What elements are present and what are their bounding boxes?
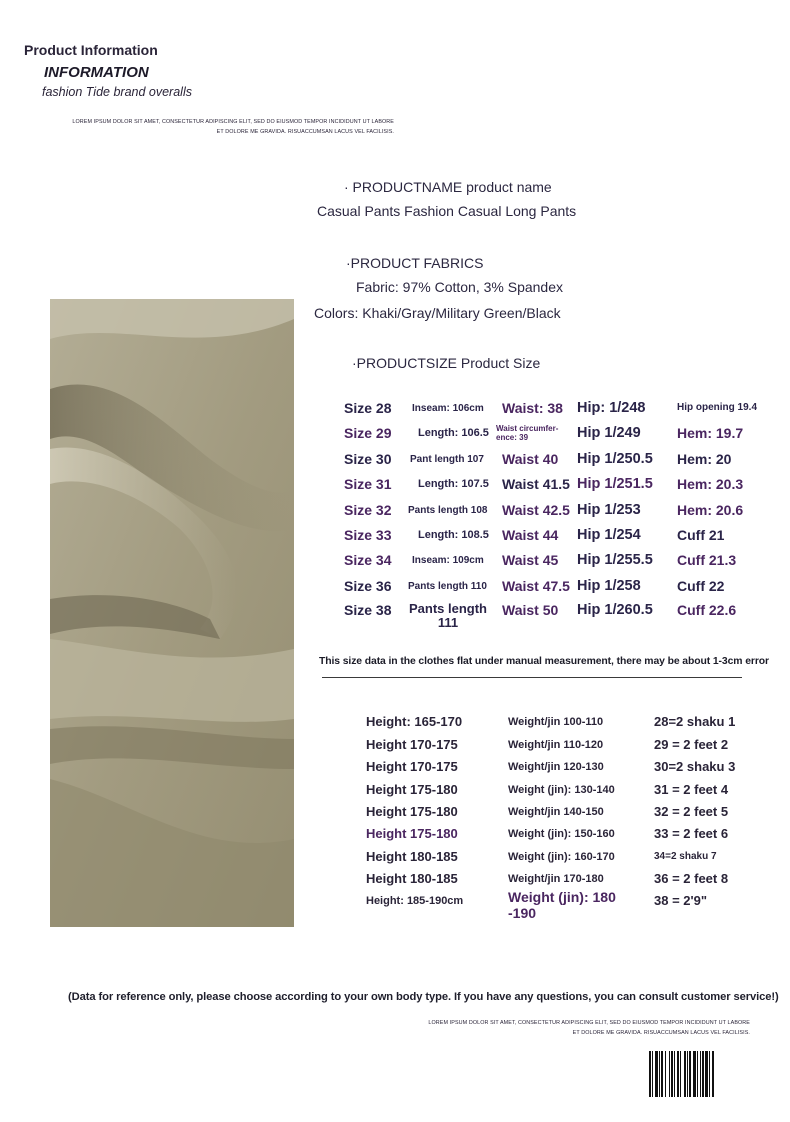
header-lorem <box>42 117 394 137</box>
size-cell: Size 31 <box>344 476 392 492</box>
waist-cell: Waist 44 <box>502 527 559 543</box>
weight-cell: Weight/jin 170-180 <box>508 873 604 885</box>
hip-cell: Hip 1/258 <box>577 578 641 594</box>
weight-cell: Weight/jin 110-120 <box>508 739 604 751</box>
disclaimer: (Data for reference only, please choose according to your own body type. If you have any questions, you can consult customer service!) <box>68 991 779 1003</box>
measurement-note: This size data in the clothes flat under manual measurement, there may be about 1-3cm error <box>319 656 769 667</box>
length-cell: Length: 108.5 <box>418 529 489 541</box>
fabric-composition: Fabric: 97% Cotton, 3% Spandex <box>356 279 564 295</box>
hip-cell: Hip 1/260.5 <box>577 602 653 618</box>
hem-cell: Cuff 22.6 <box>677 602 737 618</box>
length-cell: Length: 106.5 <box>418 427 489 439</box>
size-cell: Size 38 <box>344 602 392 618</box>
size-cell: Size 32 <box>344 502 392 518</box>
size-cell: Size 30 <box>344 451 392 467</box>
height-cell: Height: 185-190cm <box>366 895 464 907</box>
length-cell: Pants length 108 <box>408 505 488 516</box>
footer-lorem-line-1: LOREM IPSUM DOLOR SIT AMET, CONSECTETUR ADIPISCING ELIT, SED DO EIUSMOD TEMPOR INCIDIDUNT UT LABORE <box>428 1020 750 1026</box>
height-cell: Height 175-180 <box>366 826 458 841</box>
waist-cell: Waist 50 <box>502 602 559 618</box>
weight-cell: Weight/jin 140-150 <box>508 806 604 818</box>
height-cell: Height: 165-170 <box>366 714 463 729</box>
weight-cell: Weight (jin): 160-170 <box>508 851 615 863</box>
hem-cell: Cuff 21.3 <box>677 552 737 568</box>
weight-cell: Weight (jin): 150-160 <box>508 828 615 840</box>
body-size-cell: 31 = 2 feet 4 <box>654 782 729 797</box>
body-size-cell: 34=2 shaku 7 <box>654 851 717 862</box>
hip-cell: Hip 1/255.5 <box>577 552 653 568</box>
size-cell: Size 28 <box>344 400 392 416</box>
hem-cell: Hem: 20 <box>677 451 732 467</box>
barcode <box>648 1051 748 1097</box>
height-cell: Height 180-185 <box>366 871 458 886</box>
body-size-cell: 36 = 2 feet 8 <box>654 871 729 886</box>
colors-line: Colors: Khaki/Gray/Military Green/Black <box>314 305 561 321</box>
waist-cell: Waist circumfer-ence: 39 <box>496 424 559 442</box>
page-title: Product Information <box>24 42 158 58</box>
height-cell: Height 175-180 <box>366 804 458 819</box>
size-cell: Size 34 <box>344 552 392 568</box>
header-lorem-line-2: ET DOLORE ME GRAVIDA. RISUACCUMSAN LACUS VEL FACILISIS. <box>216 129 394 135</box>
section-subtitle: INFORMATION <box>44 64 149 81</box>
waist-cell: Waist 40 <box>502 451 559 467</box>
waist-cell: Waist 45 <box>502 552 559 568</box>
hip-cell: Hip 1/250.5 <box>577 451 653 467</box>
product-name-heading: · PRODUCTNAME product name <box>344 179 552 195</box>
product-name-value: Casual Pants Fashion Casual Long Pants <box>317 203 577 219</box>
fabric-image <box>50 299 294 927</box>
length-cell: Pants length 110 <box>408 581 487 592</box>
size-cell: Size 36 <box>344 578 392 594</box>
hip-cell: Hip 1/254 <box>577 527 641 543</box>
hem-cell: Cuff 21 <box>677 527 725 543</box>
weight-cell: Weight/jin 120-130 <box>508 761 604 773</box>
waist-cell: Waist 47.5 <box>502 578 570 594</box>
height-cell: Height 170-175 <box>366 759 458 774</box>
weight-cell: Weight (jin): 130-140 <box>508 784 615 796</box>
size-cell: Size 29 <box>344 425 392 441</box>
hem-cell: Hip opening 19.4 <box>677 402 758 413</box>
hip-cell: Hip 1/251.5 <box>577 476 653 492</box>
fabrics-heading: ·PRODUCT FABRICS <box>346 255 484 271</box>
waist-cell: Waist 41.5 <box>502 476 570 492</box>
weight-cell: Weight (jin): 180 -190 <box>508 889 616 921</box>
body-size-cell: 30=2 shaku 3 <box>654 759 736 774</box>
hip-cell: Hip 1/253 <box>577 502 641 518</box>
header-lorem-line-1: LOREM IPSUM DOLOR SIT AMET, CONSECTETUR ADIPISCING ELIT, SED DO EIUSMOD TEMPOR INCIDIDUNT UT LABORE <box>72 119 394 125</box>
body-size-cell: 29 = 2 feet 2 <box>654 737 729 752</box>
length-cell: Length: 107.5 <box>418 478 489 490</box>
hem-cell: Hem: 19.7 <box>677 425 744 441</box>
height-cell: Height 180-185 <box>366 849 458 864</box>
body-size-cell: 28=2 shaku 1 <box>654 714 736 729</box>
length-cell: Pant length 107 <box>410 454 484 465</box>
length-cell: Inseam: 106cm <box>412 403 484 414</box>
size-heading: ·PRODUCTSIZE Product Size <box>352 355 541 371</box>
height-cell: Height 170-175 <box>366 737 458 752</box>
size-cell: Size 33 <box>344 527 392 543</box>
hip-cell: Hip 1/249 <box>577 425 641 441</box>
body-size-cell: 32 = 2 feet 5 <box>654 804 729 819</box>
hip-cell: Hip: 1/248 <box>577 400 646 416</box>
footer-lorem-line-2: ET DOLORE ME GRAVIDA. RISUACCUMSAN LACUS VEL FACILISIS. <box>572 1030 750 1036</box>
height-cell: Height 175-180 <box>366 782 458 797</box>
footer-lorem <box>398 1018 750 1038</box>
tagline: fashion Tide brand overalls <box>42 85 192 99</box>
hem-cell: Hem: 20.3 <box>677 476 744 492</box>
body-size-cell: 38 = 2'9" <box>654 893 707 908</box>
length-cell: Pants length 111 <box>408 601 487 630</box>
length-cell: Inseam: 109cm <box>412 555 484 566</box>
hem-cell: Cuff 22 <box>677 578 725 594</box>
body-size-cell: 33 = 2 feet 6 <box>654 826 729 841</box>
weight-cell: Weight/jin 100-110 <box>508 716 604 728</box>
waist-cell: Waist 42.5 <box>502 502 570 518</box>
fabric-photo <box>50 299 294 927</box>
waist-cell: Waist: 38 <box>502 400 563 416</box>
divider <box>322 677 742 678</box>
hem-cell: Hem: 20.6 <box>677 502 744 518</box>
